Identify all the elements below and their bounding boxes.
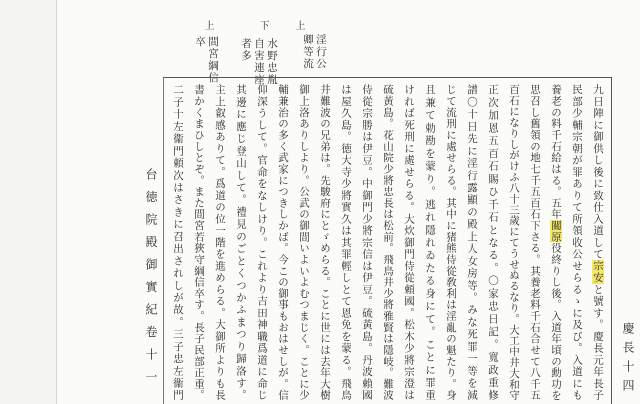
text-column: 御上洛ありしより。公武の御間いよいよむつまじく。ことに少 <box>298 84 310 400</box>
highlighted-text: 宗安 <box>592 260 604 284</box>
highlighted-text: 關原 <box>550 219 562 243</box>
text-column <box>545 84 566 400</box>
text-column: 且兼て勅勘を蒙り。逃れ隱れゐたる身にて。ことに罪重 <box>424 84 436 400</box>
text-column: 正次加恩五百石賜ひ千石となる。〇家忠日記。寬政重修 <box>487 84 499 400</box>
text-column: ければ死刑に處せらる。大炊御門侍從頼國。松木少將宗澄は <box>403 84 415 400</box>
main-text <box>167 84 608 400</box>
headnote-line: 卿等流 <box>302 34 314 70</box>
text-column: 書かくまひしとぞ。また間宮若狹守綱信卒す。長子民部正重。 <box>193 84 205 400</box>
text-column: 二子十左衞門頼次はさきに召出されしが故。三子忠左衞門 <box>172 84 184 400</box>
text-segment: と號す。慶長元年長子 <box>592 283 604 400</box>
text-column: 民部少輔宗朝が罪ありて所領收公せらるゝに及び。入道にも <box>571 84 583 400</box>
headnote-line: 自害連座 <box>253 38 265 86</box>
text-column: 譜〇十日先に淫行露顯の殿上人女房等。みな死罪一等を減 <box>466 84 478 400</box>
text-column: 主上叡感ありて。爲道の位一階を進めらる。大御所よりも長 <box>214 84 226 400</box>
page-edge <box>0 0 57 404</box>
running-head-year: 慶長十四 <box>621 322 635 398</box>
text-column: 輔兼治の多く武家につきしかば。今この御事もおはせしが。信 <box>277 84 289 400</box>
text-column: 百石になりしがけふ八十三歲にてうせぬるなり。大工中井大和守 <box>508 84 520 400</box>
headnote-line: 間宮綱信 <box>207 36 219 84</box>
headnote-line: 淫行公 <box>315 34 327 70</box>
headnote-line: 水野忠胤 <box>266 38 278 86</box>
text-column: じて流刑に處せらる。其中に猪熊侍從敎利は淫亂の魁たり。身 <box>445 84 457 400</box>
headnote-line: 者多 <box>240 38 252 62</box>
headnote-position-marker: 下 <box>257 20 268 30</box>
text-column: は屋久島。徳大寺少將實久は其罪輕しとて恩免を蒙る。飛鳥 <box>340 84 352 400</box>
headnote-position-marker: 上 <box>202 20 213 30</box>
text-column: 仰深うして。官命をなしけり。これより吉田神職爲道に命じ <box>256 84 268 400</box>
running-head-book-title: 台徳院殿御實紀卷十一 <box>144 168 158 393</box>
headnote-position-marker: 上 <box>293 20 304 30</box>
text-segment: 九日陣に御供し後に致仕入道して <box>592 84 604 261</box>
text-column: 侍從宗勝は伊豆。中御門少將宗信は伊豆。硫黃島。丹波賴國 <box>361 84 373 400</box>
text-column: 其邊に應じ登山して。禮見のごとくつかふまつり歸洛す。 <box>235 84 247 400</box>
text-column <box>587 84 608 400</box>
text-column: 硫黃島。花山院少將忠長は松前。飛鳥井少將雅賢は隱岐。難波 <box>382 84 394 400</box>
headnote-line: 卒 <box>194 36 206 48</box>
text-segment: 養老の料千石給はる。五年 <box>550 84 562 220</box>
text-column: 井難波の兄弟は。先駿府にとゞめらる。ことに世には去年大樹 <box>319 84 331 400</box>
text-segment: 役終りし後。入道年頃の勳功を <box>550 242 562 400</box>
text-column: 思召し舊領の地七千五百石下さる。其養老料千石合せて八千五 <box>529 84 541 400</box>
